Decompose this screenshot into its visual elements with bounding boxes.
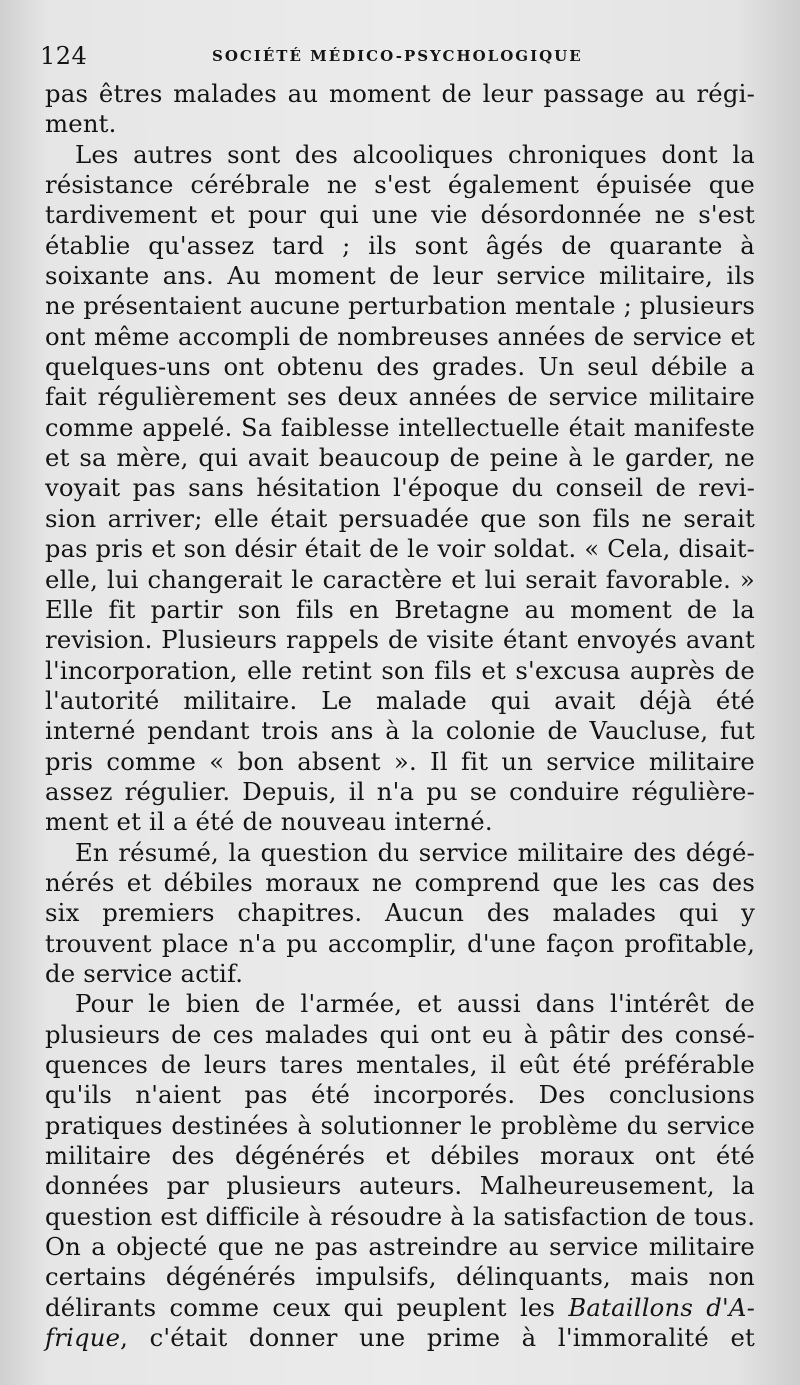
text-line: l'incorporation, elle retint son fils et s'excusa auprès de [45, 655, 755, 685]
text-line: pas pris et son désir était de le voir soldat. « Cela, disait- [45, 535, 755, 564]
text-line: Pour le bien de l'armée, et aussi dans l'intérêt de [75, 989, 755, 1019]
text-line: tardivement et pour qui une vie désordonnée ne s'est [45, 200, 755, 230]
body-text [45, 79, 755, 1353]
text-line: assez régulier. Depuis, il n'a pu se conduire régulière- [45, 776, 755, 806]
text-line: ne présentaient aucune perturbation mentale ; plusieurs [45, 291, 756, 321]
text-line: voyait pas sans hésitation l'époque du conseil de revi- [45, 473, 755, 503]
page-header [40, 38, 760, 74]
text-line: revision. Plusieurs rappels de visite étant envoyés avant [45, 625, 755, 655]
text-line: et sa mère, qui avait beaucoup de peine à le garder, ne [45, 443, 755, 473]
text-line: six premiers chapitres. Aucun des malades qui y [45, 898, 755, 928]
text-line: Elle fit partir son fils en Bretagne au moment de la [45, 594, 755, 624]
text-line: quelques-uns ont obtenu des grades. Un seul débile a [45, 352, 755, 382]
text-line: données par plusieurs auteurs. Malheureusement, la [45, 1171, 755, 1201]
text-line: elle, lui changerait le caractère et lui serait favorable. » [45, 564, 755, 594]
text-line: pris comme « bon absent ». Il fit un service militaire [45, 746, 755, 776]
running-title: SOCIÉTÉ MÉDICO-PSYCHOLOGIQUE [212, 47, 583, 65]
page-number: 124 [40, 42, 88, 70]
text-line: trouvent place n'a pu accomplir, d'une façon profitable, [45, 928, 755, 958]
text-line: sion arriver; elle était persuadée que son fils ne serait [45, 503, 755, 533]
text-line: certains dégénérés impulsifs, délinquants, mais non [45, 1262, 755, 1292]
text-line: quences de leurs tares mentales, il eût été préférable [45, 1050, 755, 1079]
text-line: En résumé, la question du service militaire des dégé- [75, 837, 755, 867]
italic-text: frique [45, 1323, 121, 1353]
text-line: frique, c'était donner une prime à l'immoralité et [45, 1323, 755, 1353]
text-line: question est difficile à résoudre à la satisfaction de tous. [45, 1201, 756, 1231]
text-line: nérés et débiles moraux ne comprend que les cas des [45, 867, 755, 897]
text-line: ont même accompli de nombreuses années de service et [45, 321, 755, 351]
text-line: soixante ans. Au moment de leur service militaire, ils [45, 261, 755, 291]
text-line: ment et il a été de nouveau interné. [45, 807, 493, 837]
text-line: pas êtres malades au moment de leur passage au régi- [45, 79, 755, 108]
text-line: On a objecté que ne pas astreindre au service militaire [45, 1232, 755, 1262]
text-line: interné pendant trois ans à la colonie de Vaucluse, fut [45, 716, 755, 746]
text-line: résistance cérébrale ne s'est également épuisée que [45, 170, 755, 200]
text-line: comme appelé. Sa faiblesse intellectuelle était manifeste [45, 413, 755, 442]
text-line: qu'ils n'aient pas été incorporés. Des conclusions [45, 1080, 755, 1110]
italic-text: Bataillons d'A- [568, 1292, 755, 1322]
text-line: établie qu'assez tard ; ils sont âgés de quarante à [45, 230, 755, 260]
text-line: plusieurs de ces malades qui ont eu à pâtir des consé- [45, 1019, 755, 1049]
text-line: l'autorité militaire. Le malade qui avait déjà été [45, 685, 755, 715]
text-line: fait régulièrement ses deux années de service militaire [45, 382, 755, 412]
text-line: délirants comme ceux qui peuplent les Bataillons d'A- [45, 1292, 755, 1322]
text-line: pratiques destinées à solutionner le problème du service [45, 1111, 755, 1140]
text-line: militaire des dégénérés et débiles moraux ont été [45, 1141, 755, 1171]
text-line: Les autres sont des alcooliques chroniques dont la [75, 139, 755, 169]
text-line: de service actif. [45, 958, 244, 988]
text-line: ment. [45, 109, 117, 139]
